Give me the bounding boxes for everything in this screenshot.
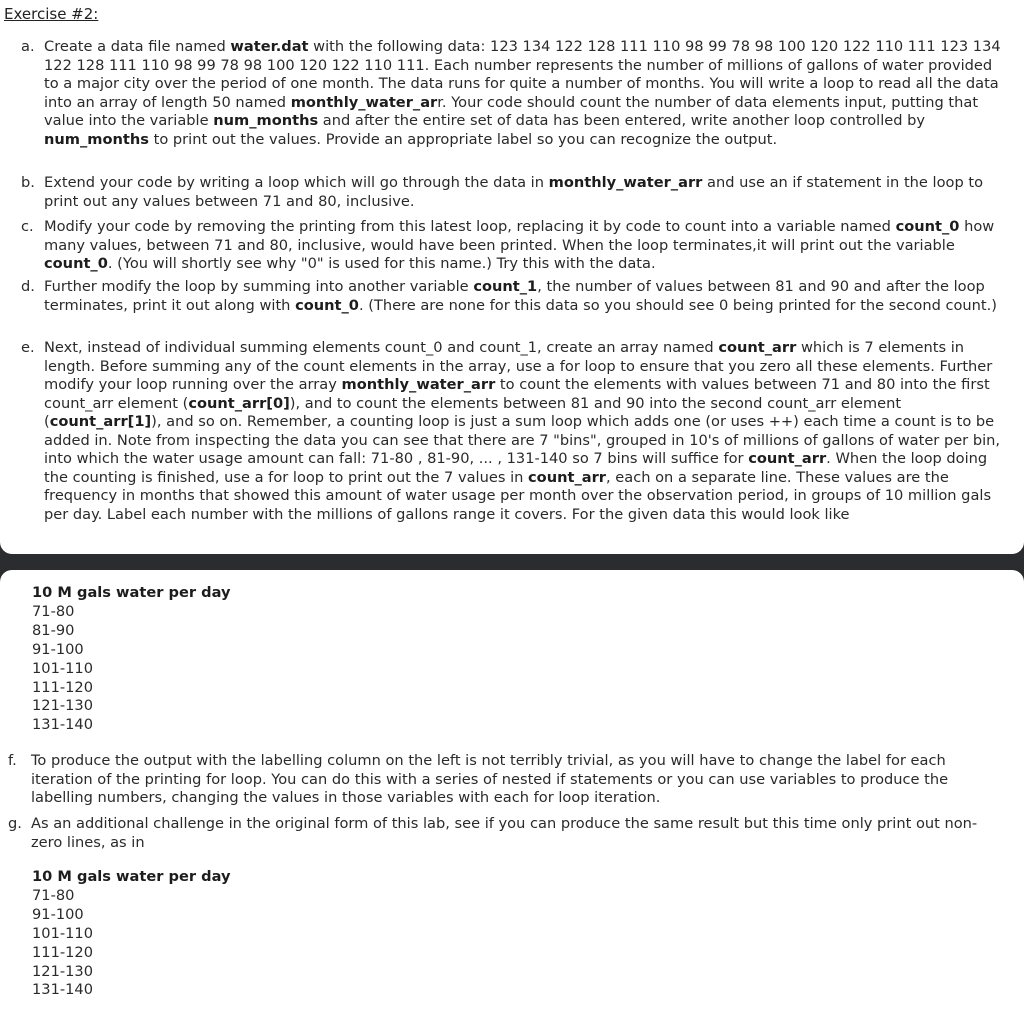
- output-header: 10 M gals water per day: [32, 868, 231, 885]
- output-header: 10 M gals water per day: [32, 584, 231, 601]
- sample-output-full: [32, 584, 231, 735]
- output-line: 131-140: [32, 716, 93, 734]
- output-line: 101-110: [32, 924, 93, 942]
- item-f: f. To produce the output with the labelling column on the left is not terribly trivial, as you will have to change the label for each iteration of the printing for loop. You can do this with a series of nested if statements or you can use variables to produce the labelling numbers, changing the values in those variables with each for loop iteration.: [8, 752, 949, 806]
- exercise-title: Exercise #2:: [4, 5, 99, 23]
- output-line: 101-110: [32, 659, 93, 677]
- output-line: 131-140: [32, 981, 93, 999]
- output-line: 121-130: [32, 962, 93, 980]
- item-c: c. Modify your code by removing the printing from this latest loop, replacing it by code to count into a variable named count_0 how many values, between 71 and 80, inclusive, would have been printed. When the loop terminates,it will print out the variable count_0. (You will shortly see why "0" is used for this name.) Try this with the data.: [21, 218, 995, 272]
- output-line: 71-80: [32, 886, 75, 904]
- output-line: 111-120: [32, 943, 93, 961]
- output-card: [0, 570, 1024, 1011]
- output-line: 81-90: [32, 621, 75, 639]
- output-line: 91-100: [32, 905, 84, 923]
- item-d: d. Further modify the loop by summing into another variable count_1, the number of values between 81 and 90 and after the loop terminates, print it out along with count_0. (There are none for this data so you should see 0 being printed for the second count.): [21, 278, 997, 314]
- output-line: 121-130: [32, 697, 93, 715]
- output-line: 111-120: [32, 678, 93, 696]
- sample-output-nonzero: [32, 868, 231, 1000]
- item-b: b. Extend your code by writing a loop which will go through the data in monthly_water_arr and use an if statement in the loop to print out any values between 71 and 80, inclusive.: [21, 174, 983, 210]
- item-a: a. Create a data file named water.dat with the following data: 123 134 122 128 111 110 98 99 78 98 100 120 122 110 111 123 134 122 128 111 110 98 99 78 98 100 120 122 110 111. Each number represents the number of millions of gallons of water provided to a major city over the period of one month. The data runs for quite a number of months. You will write a loop to read all the data into an array of length 50 named monthly_water_arr. Your code should count the number of data elements input, putting that value into the variable num_months and after the entire set of data has been entered, write another loop controlled by num_months to print out the values. Provide an appropriate label so you can recognize the output.: [21, 38, 1001, 148]
- item-g: g. As an additional challenge in the original form of this lab, see if you can produce the same result but this time only print out non-zero lines, as in: [8, 815, 978, 851]
- output-line: 91-100: [32, 640, 84, 658]
- output-line: 71-80: [32, 602, 75, 620]
- item-e: e. Next, instead of individual summing elements count_0 and count_1, create an array named count_arr which is 7 elements in length. Before summing any of the count elements in the array, use a for loop to ensure that you zero all these elements. Further modify your loop running over the array monthly_water_arr to count the elements with values between 71 and 80 into the first count_arr element (count_arr[0]), and to count the elements between 81 and 90 into the second count_arr element (count_arr[1]), and so on. Remember, a counting loop is just a sum loop which adds one (or uses ++) each time a count is to be added in. Note from inspecting the data you can see that there are 7 "bins", grouped in 10's of millions of gallons of water per bin, into which the water usage amount can fall: 71-80 , 81-90, ... , 131-140 so 7 bins will suffice for count_arr. When the loop doing the counting is finished, use a for loop to print out the 7 values in count_arr, each on a separate line. These values are the frequency in months that showed this amount of water usage per month over the observation period, in groups of 10 million gals per day. Label each number with the millions of gallons range it covers. For the given data this would look like: [21, 339, 1001, 523]
